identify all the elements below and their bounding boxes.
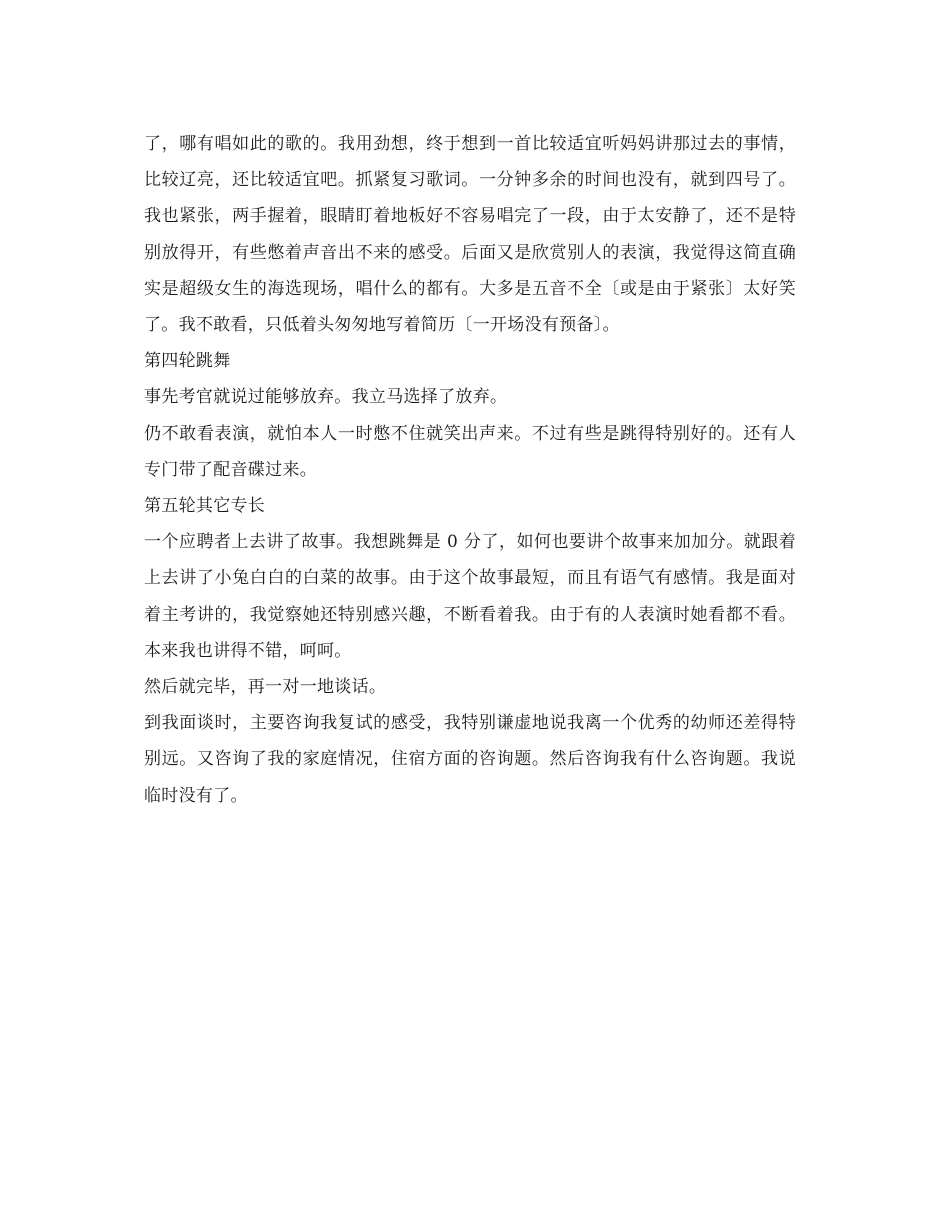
heading-round-four-dance: 第四轮跳舞 [144,351,231,372]
document-page [144,126,796,814]
paragraph-dance-watch: 仍不敢看表演，就怕本人一时憋不住就笑出声来。不过有些是跳得特别好的。还有人专门带了配音碟过来。 [144,423,796,480]
paragraph-singing-round: 了，哪有唱如此的歌的。我用劲想，终于想到一首比较适宜听妈妈讲那过去的事情，比较辽亮，还比较适宜吧。抓紧复习歌词。一分钟多余的时间也没有，就到四号了。我也紧张，两手握着，眼睛盯着地板好不容易唱完了一段，由于太安静了，还不是特别放得开，有些憋着声音出不来的感受。后面又是欣赏别人的表演，我觉得这简直确实是超级女生的海选现场，唱什么的都有。大多是五音不全〔或是由于紧张〕太好笑了。我不敢看，只低着头匆匆地写着简历〔一开场没有预备〕。 [144,134,796,336]
paragraph-dance-skip: 事先考官就说过能够放弃。我立马选择了放弃。 [144,387,508,408]
paragraph-interview: 到我面谈时，主要咨询我复试的感受，我特别谦虚地说我离一个优秀的幼师还差得特别远。又咨询了我的家庭情况，住宿方面的咨询题。然后咨询我有什么咨询题。我说临时没有了。 [144,713,796,806]
heading-round-five-talent: 第五轮其它专长 [144,496,266,517]
paragraph-finish: 然后就完毕，再一对一地谈话。 [144,677,387,698]
paragraph-storytelling: 一个应聘者上去讲了故事。我想跳舞是 0 分了，如何也要讲个故事来加加分。就跟着上去讲了小兔白白的白菜的故事。由于这个故事最短，而且有语气有感情。我是面对着主考讲的，我觉察她还特别感兴趣，不断看着我。由于有的人表演时她看都不看。本来我也讲得不错，呵呵。 [144,532,796,661]
